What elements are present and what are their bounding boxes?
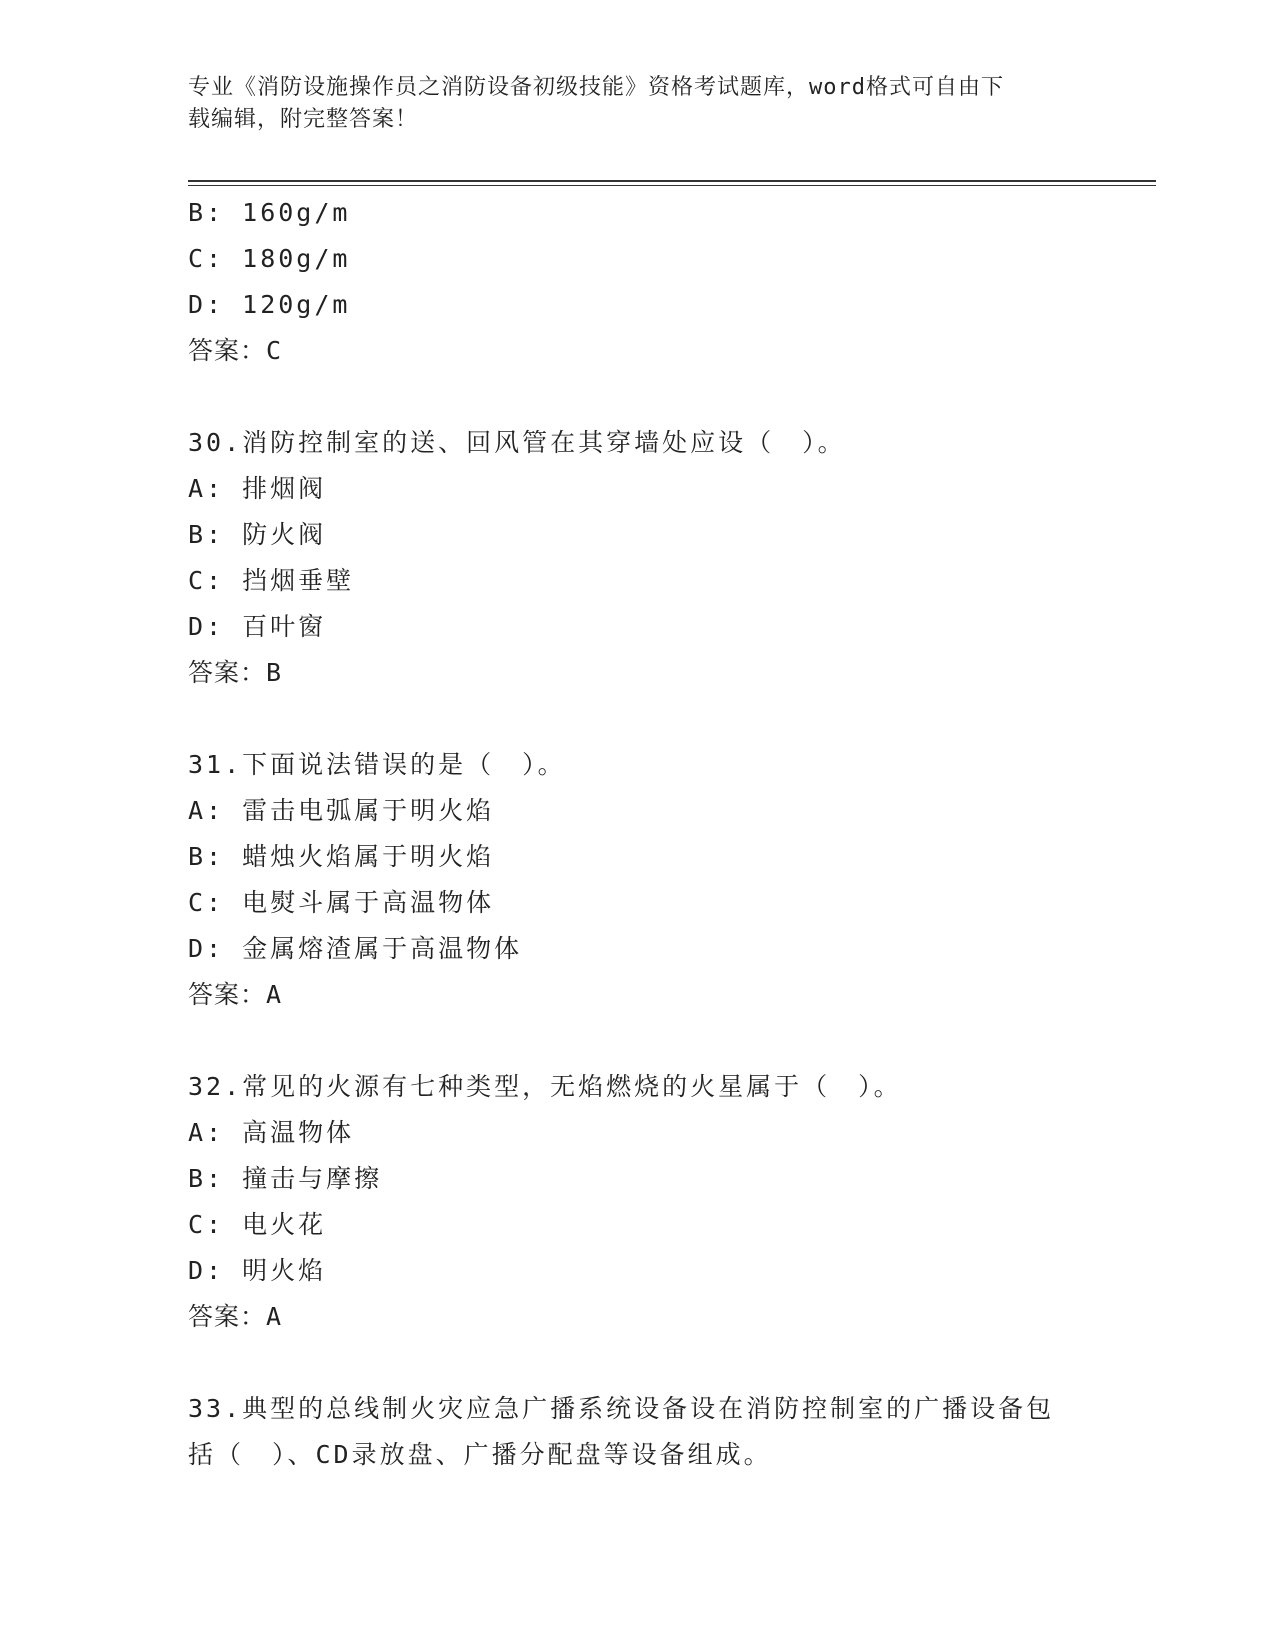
spacer xyxy=(188,374,1108,420)
option-b: B: 防火阀 xyxy=(188,520,327,549)
option-d: D: 金属熔渣属于高温物体 xyxy=(188,934,523,963)
header-divider-thin xyxy=(188,185,1156,186)
document-header xyxy=(188,72,1088,136)
option-a: A: 雷击电弧属于明火焰 xyxy=(188,796,495,825)
option-c: C: 挡烟垂壁 xyxy=(188,566,355,595)
header-line-1: 专业《消防设施操作员之消防设备初级技能》资格考试题库，word格式可自由下 xyxy=(188,75,1004,100)
answer: 答案：A xyxy=(188,1302,283,1331)
header-divider-thick xyxy=(188,180,1156,182)
question-stem: 30.消防控制室的送、回风管在其穿墙处应设（ ）。 xyxy=(188,428,846,457)
option-d: D: 明火焰 xyxy=(188,1256,327,1285)
option-b: B: 撞击与摩擦 xyxy=(188,1164,383,1193)
question-stem: 31.下面说法错误的是（ ）。 xyxy=(188,750,566,779)
question-stem: 32.常见的火源有七种类型，无焰燃烧的火星属于（ ）。 xyxy=(188,1072,902,1101)
option-d: D: 120g/m xyxy=(188,290,351,319)
spacer xyxy=(188,696,1108,742)
spacer xyxy=(188,1018,1108,1064)
option-b: B: 蜡烛火焰属于明火焰 xyxy=(188,842,495,871)
spacer xyxy=(188,1340,1108,1386)
continued-question-29 xyxy=(188,190,1108,374)
option-a: A: 高温物体 xyxy=(188,1118,355,1147)
answer: 答案：C xyxy=(188,336,283,365)
question-content xyxy=(188,190,1108,1478)
option-c: C: 180g/m xyxy=(188,244,351,273)
option-c: C: 电熨斗属于高温物体 xyxy=(188,888,495,917)
option-b: B: 160g/m xyxy=(188,198,351,227)
header-line-2: 载编辑，附完整答案！ xyxy=(188,107,419,132)
question-stem-line-2: 括（ ）、CD录放盘、广播分配盘等设备组成。 xyxy=(188,1440,772,1469)
question-31 xyxy=(188,742,1108,1018)
option-c: C: 电火花 xyxy=(188,1210,327,1239)
question-stem-line-1: 33.典型的总线制火灾应急广播系统设备设在消防控制室的广播设备包 xyxy=(188,1394,1055,1423)
answer: 答案：A xyxy=(188,980,283,1009)
answer: 答案：B xyxy=(188,658,283,687)
question-32 xyxy=(188,1064,1108,1340)
option-a: A: 排烟阀 xyxy=(188,474,327,503)
question-33 xyxy=(188,1386,1108,1478)
question-30 xyxy=(188,420,1108,696)
option-d: D: 百叶窗 xyxy=(188,612,327,641)
